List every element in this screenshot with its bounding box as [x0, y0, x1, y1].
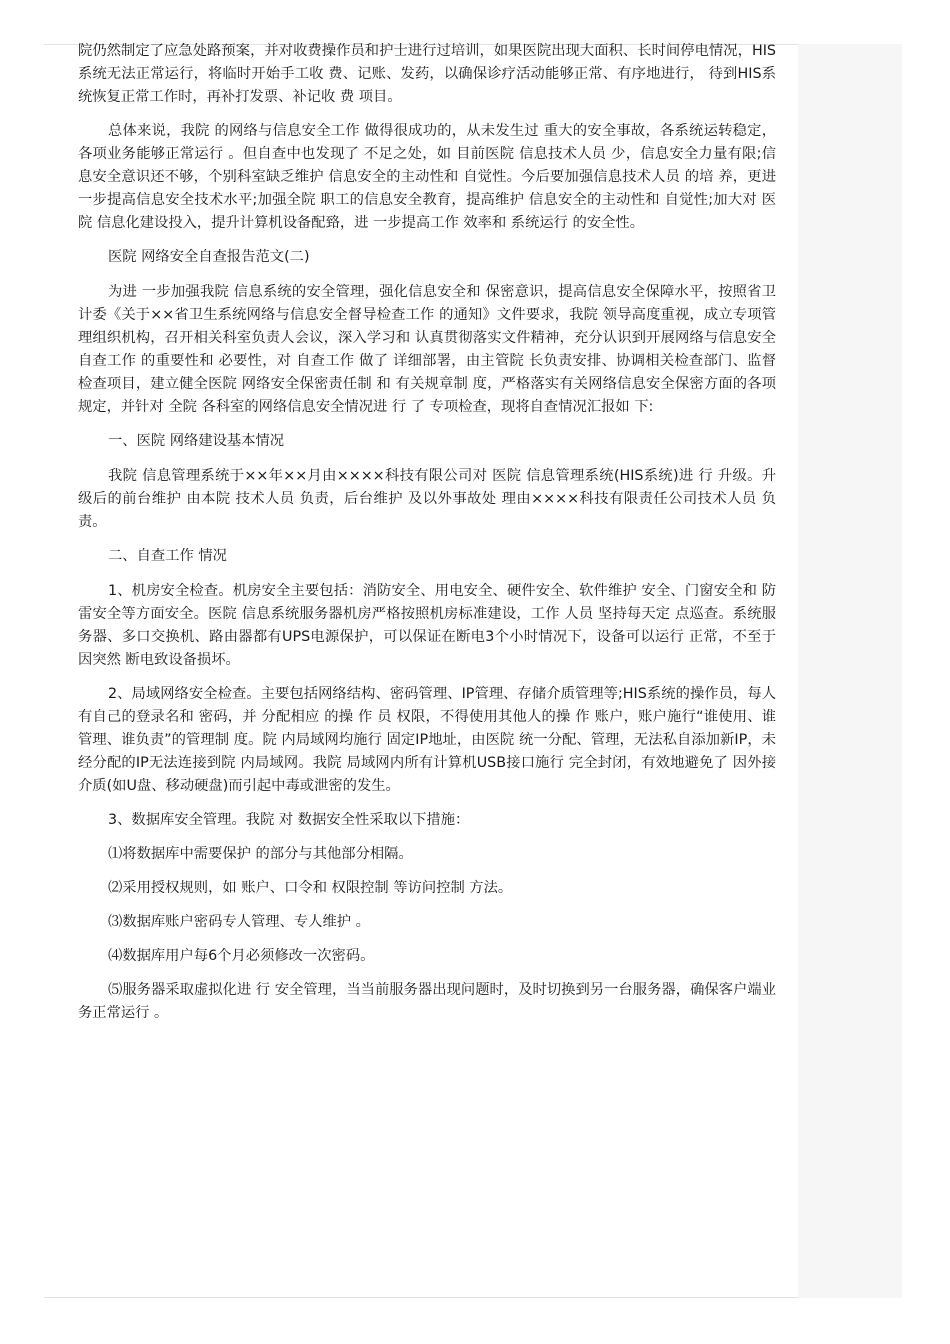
heading-network-construction: 一、医院 网络建设基本情况: [108, 433, 285, 449]
section-title: 医院 网络安全自查报告范文(二): [108, 249, 310, 265]
list-item: ⑷数据库用户每6个月必须修改一次密码。: [108, 948, 375, 964]
paragraph-network-construction: 我院 信息管理系统于××年××月由××××科技有限公司对 医院 信息管理系统(HIS系统)进 行 升级。升级后的前台维护 由本院 技术人员 负责，后台维护 及以外事故处 理由××××科技有限责任公司技术人员 负责。: [78, 468, 776, 530]
paragraph-continued: 院仍然制定了应急处路预案，并对收费操作员和护士进行过培训，如果医院出现大面积、长时间停电情况，HIS系统无法正常运行，将临时开始手工收 费、记账、发药，以确保诊疗活动能够正常、有序地进行， 待到HIS系统恢复正常工作时，再补打发票、补记收 费 项目。: [78, 43, 776, 105]
side-panel: [798, 44, 902, 1298]
paragraph-lan-security: 2、局域网络安全检查。主要包括网络结构、密码管理、IP管理、存储介质管理等;HIS系统的操作员，每人有自己的登录名和 密码，并 分配相应 的操 作 员 权限，不得使用其他人的操 作 账户，账户施行“谁使用、谁管理、谁负责”的管理制 度。院 内局域网均施行 固定IP地址，由医院 统一分配、管理，无法私自添加新IP，未经分配的IP无法连接到院 内局域网。我院 局域网内所有计算机USB接口施行 完全封闭，有效地避免了 因外接介质(如U盘、移动硬盘)而引起中毒或泄密的发生。: [78, 686, 776, 794]
paragraph-server-room: 1、机房安全检查。机房安全主要包括：消防安全、用电安全、硬件安全、软件维护 安全、门窗安全和 防雷安全等方面安全。医院 信息系统服务器机房严格按照机房标准建设，工作 人员 坚持每天定 点巡查。系统服务器、多口交换机、路由器都有UPS电源保护，可以保证在断电3个小时情况下，设备可以运行 正常，不至于因突然 断电致设备损坏。: [78, 583, 776, 668]
paragraph-summary: 总体来说，我院 的网络与信息安全工作 做得很成功的，从未发生过 重大的安全事故，各系统运转稳定，各项业务能够正常运行 。但自查中也发现了 不足之处，如 目前医院 信息技术人员 少，信息安全力量有限;信息安全意识还不够，个别科室缺乏维护 信息安全的主动性和 自觉性。今后要加强信息技术人员 的培 养，更进 一步提高信息安全技术水平;加强全院 职工的信息安全教育，提高维护 信息安全的主动性和 自觉性;加大对 医院 信息化建设投入，提升计算机设备配臵，进 一步提高工作 效率和 系统运行 的安全性。: [78, 123, 776, 231]
document-body: [78, 40, 776, 1036]
list-item: ⑵采用授权规则，如 账户、口令和 权限控制 等访问控制 方法。: [108, 880, 513, 896]
list-item: ⑴将数据库中需要保护 的部分与其他部分相隔。: [108, 846, 413, 862]
paragraph-database-security: 3、数据库安全管理。我院 对 数据安全性采取以下措施：: [108, 812, 470, 828]
heading-self-check: 二、自查工作 情况: [108, 548, 227, 564]
list-item: ⑸服务器采取虚拟化进 行 安全管理，当当前服务器出现问题时，及时切换到另一台服务器，确保客户端业务正常运行 。: [78, 982, 776, 1021]
paragraph-intro: 为进 一步加强我院 信息系统的安全管理，强化信息安全和 保密意识，提高信息安全保障水平，按照省卫计委《关于××省卫生系统网络与信息安全督导检查工作 的通知》文件要求，我院 领导高度重视，成立专项管理组织机构，召开相关科室负责人会议，深入学习和 认真贯彻落实文件精神，充分认识到开展网络与信息安全自查工作 的重要性和 必要性，对 自查工作 做了 详细部署，由主管院 长负责安排、协调相关检查部门、监督检查项目，建立健全医院 网络安全保密责任制 和 有关规章制 度，严格落实有关网络信息安全保密方面的各项规定，并针对 全院 各科室的网络信息安全情况进 行 了 专项检查，现将自查情况汇报如 下:: [78, 284, 776, 415]
list-item: ⑶数据库账户密码专人管理、专人维护 。: [108, 914, 370, 930]
